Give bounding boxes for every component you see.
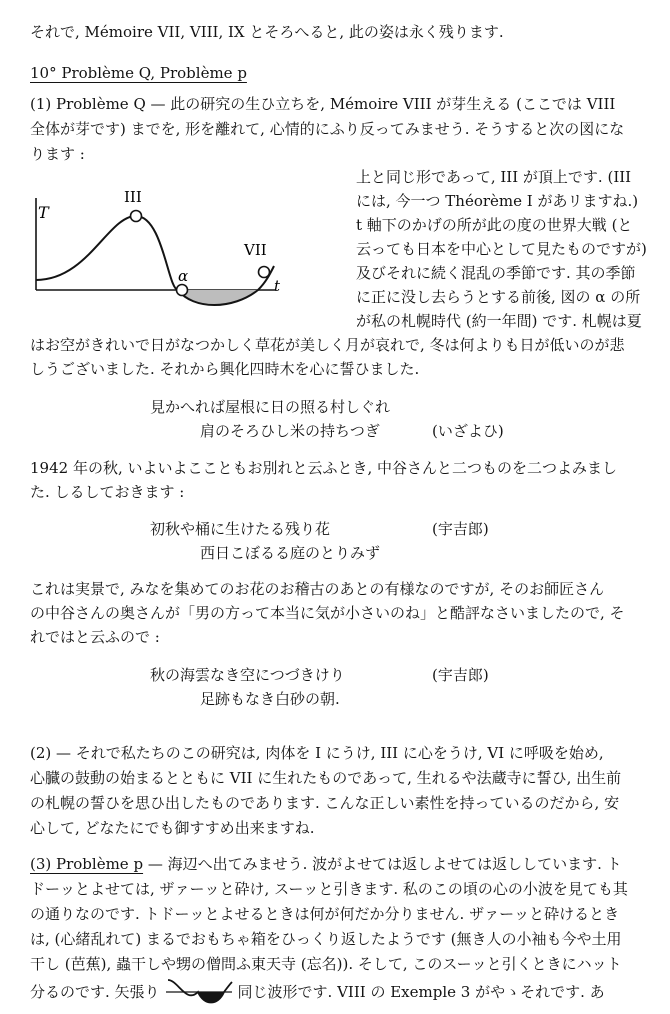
paragraph-line: (2) — それで私たちのこの研究は, 肉体を I にうけ, III に心をうけ, VI に呼吸を始め,	[30, 744, 604, 762]
paragraph-line	[30, 852, 642, 876]
poem-line: 秋の海雲なき空につづきけり	[150, 666, 345, 684]
paragraph-line: 干し (芭蕉), 蟲干しや甥の僧問ふ東天寺 (忘名)). そして, このスーッと引くときにハット	[30, 955, 622, 973]
paragraph-line: には, 今一つ Théorème I があリますね.)	[356, 192, 639, 210]
paragraph-text: 分るのです. 矢張り	[30, 983, 160, 1001]
paragraph-line: 云っても日本を中心として見たものですが)	[356, 240, 647, 258]
intro-line: それで, Mémoire VII, VIII, IX とそろへると, 此の姿は永く残ります.	[30, 23, 504, 41]
section-heading: 10° Problème Q, Problème p	[30, 64, 247, 82]
paragraph-line: た. しるしておきます :	[30, 483, 185, 501]
point-III	[131, 211, 142, 222]
wave-diagram	[28, 178, 298, 308]
paragraph-line: の通りなのです. トドーッとよせるときは何が何だか分りません. ザァーッと砕けるとき	[30, 905, 620, 923]
label-VII: VII	[244, 241, 267, 259]
label-T: T	[38, 203, 49, 222]
paragraph-line: 心して, どなたにでも御すすめ出来ますね.	[30, 819, 315, 837]
poem-line: 西日こぼるる庭のとりみず	[200, 544, 381, 562]
paragraph-line: ります :	[30, 145, 85, 163]
paragraph-line: t 軸下のかげの所が此の度の世界大戦 (と	[356, 216, 633, 234]
paragraph-line: の札幌の誓ひを思ひ出したものであります. こんな正しい素性を持っているのだから, 安	[30, 794, 620, 812]
paragraph-line: 及びそれに続く混乱の季節です. 其の季節	[356, 264, 636, 282]
paragraph-text: — 海辺へ出てみませう. 波がよせては返しよせては返ししています. ト	[143, 855, 622, 873]
paragraph-line: (1) Problème Q — 此の研究の生ひ立ちを, Mémoire VIII が芽生える (ここでは VIII	[30, 95, 616, 113]
label-t: t	[274, 277, 281, 295]
paragraph-line: が私の札幌時代 (約一年間) です. 札幌は夏	[356, 312, 642, 330]
paragraph-line: は, (心緒乱れて) まるでおもちゃ箱をひっくり返したようです (無き人の小袖も今や土用	[30, 930, 622, 948]
label-alpha: α	[178, 267, 189, 285]
paragraph-line: 心臓の鼓動の始まるとともに VII に生れたものであって, 生れるや法蔵寺に誓ひ, 出生前	[30, 769, 622, 787]
paragraph-line: 上と同じ形であって, III が頂上です. (III	[356, 168, 632, 186]
small-wave-icon	[164, 978, 234, 1008]
poem-line: 足跡もなき白砂の朝.	[200, 690, 340, 708]
paragraph-line: に正に没し去らうとする前後, 図の α の所	[356, 288, 641, 306]
paragraph-line: 1942 年の秋, いよいよここともお別れと云ふとき, 中谷さんと二つものを二つよみまし	[30, 459, 618, 477]
poem-author: (宇吉郎)	[432, 520, 489, 538]
poem-author: (いざよひ)	[432, 422, 504, 440]
problem-p-heading: (3) Problème p	[30, 855, 144, 873]
label-III: III	[124, 188, 142, 206]
paragraph-line: しうございました. それから興化四時木を心に誓ひました.	[30, 360, 420, 378]
paragraph-line: の中谷さんの奥さんが「男の方って本当に気が小さいのね」と酷評なさいましたので, そ	[30, 604, 625, 622]
paragraph-line	[30, 978, 642, 1008]
paragraph-text: 同じ波形です. VIII の Exemple 3 がやゝそれです. あ	[237, 983, 605, 1001]
point-VII	[259, 267, 270, 278]
paragraph-line: ドーッとよせては, ザァーッと砕け, スーッと引きます. 私のこの頃の心の小波を見ても其	[30, 880, 628, 898]
paragraph-line: はお空がきれいで日がなつかしく草花が美しく月が哀れで, 冬は何よりも日が低いのが悲	[30, 336, 625, 354]
poem-line: 肩のそろひし米の持ちつぎ	[200, 422, 380, 440]
paragraph-line: これは実景で, みなを集めてのお花のお稽古のあとの有様なのですが, そのお師匠さん	[30, 580, 605, 598]
poem-line: 初秋や桶に生けたる残り花	[150, 520, 331, 538]
poem-line: 見かへれば屋根に日の照る村しぐれ	[150, 398, 391, 416]
poem-author: (宇吉郎)	[432, 666, 489, 684]
paragraph-line: れではと云ふので :	[30, 628, 160, 646]
paragraph-line: 全体が芽です) までを, 形を離れて, 心情的にふり反ってみませう. そうすると次の図にな	[30, 120, 625, 138]
point-alpha	[177, 285, 188, 296]
